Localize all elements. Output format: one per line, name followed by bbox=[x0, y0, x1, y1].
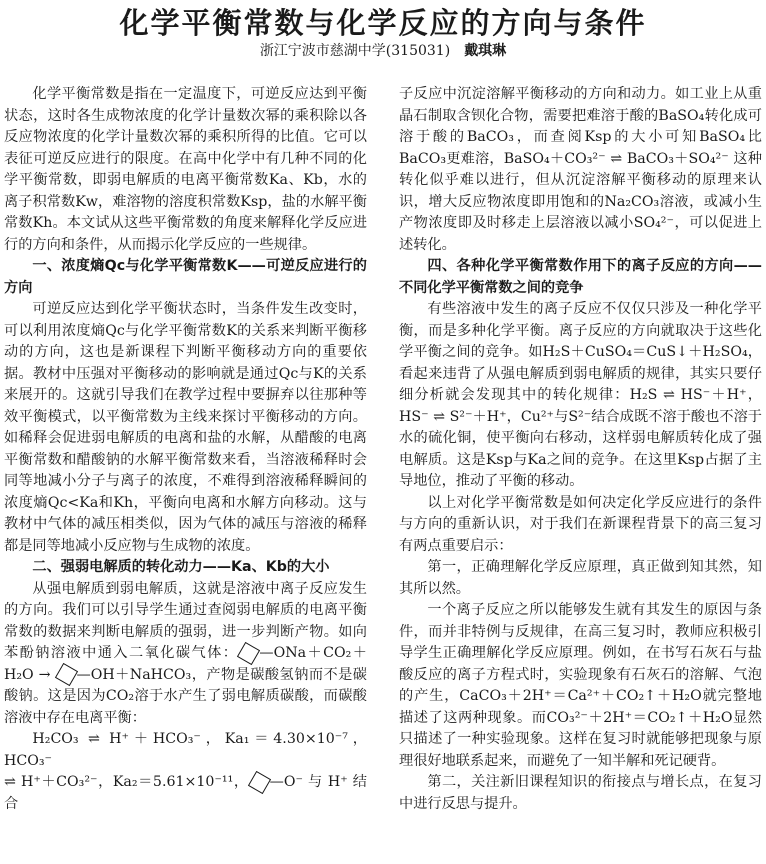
intro-paragraph: 化学平衡常数是指在一定温度下，可逆反应达到平衡状态，这时各生成物浓度的化学计量数次幂的乘积除以各反应物浓度的化学计量数次幂的乘积所得的比值。它可以表征可逆反应进行的限度。在高中化学中有几种不同的化学平衡常数，即弱电解质的电离平衡常数Ka、Kb，水的离子积常数Kw，难溶物的溶度积常数Ksp，盐的水解平衡常数Kh。本文试从这些平衡常数的角度来解释化学反应进行的方向和条件，从而揭示化学反应的一些规律。 bbox=[4, 86, 367, 253]
author-name: 戴琪琳 bbox=[464, 43, 507, 59]
section-3-continuation: 子反应中沉淀溶解平衡移动的方向和动力。如工业上从重晶石制取含钡化合物，需要把难溶于酸的BaSO₄转化成可溶于酸的BaCO₃，而查阅Ksp的大小可知BaSO₄比BaCO₃更难溶，BaSO₄＋CO₃²⁻ ⇌ BaCO₃＋SO₄²⁻ 这种转化似乎难以进行，但从沉淀溶解平衡移动的原理来认识，增大反应物浓度即用饱和的Na₂CO₃溶液，或减小生产物浓度即及时移走上层溶液以减小SO₄²⁻，可以促进上述转化。 bbox=[399, 86, 762, 253]
section-heading-4: 四、各种化学平衡常数作用下的离子反应的方向——不同化学平衡常数之间的竞争 bbox=[399, 258, 762, 296]
section-2-text-c: —OH＋NaHCO₃，产物是碳酸氢钠而不是碳酸钠。这是因为CO₂溶于水产生了弱电解质碳酸，而碳酸溶液中存在电离平衡： bbox=[4, 666, 367, 726]
right-column bbox=[399, 84, 762, 815]
byline bbox=[0, 42, 766, 60]
benzene-ring-icon bbox=[248, 770, 271, 793]
insight-one-detail: 一个离子反应之所以能够发生就有其发生的原因与条件，而并非特例与反规律，在高三复习时，教师应积极引导学生正确理解化学反应原理。例如，在书写石灰石与盐酸反应的离子方程式时，实验现象有石灰石的溶解、气泡的产生，CaCO₃＋2H⁺＝Ca²⁺＋CO₂↑＋H₂O就完整地描述了这两种现象。而CO₃²⁻＋2H⁺＝CO₂↑＋H₂O显然只描述了一种实验现象。这样在复习时就能够把现象与原理很好地联系起来，而避免了一知半解和死记硬背。 bbox=[399, 602, 762, 769]
article-title: 化学平衡常数与化学反应的方向与条件 bbox=[119, 6, 647, 40]
section-heading-1: 一、浓度熵Qc与化学平衡常数K——可逆反应进行的方向 bbox=[4, 258, 367, 296]
section-2-text-a: 从强电解质到弱电解质，这就是溶液中离子反应发生的方向。我们可以引导学生通过查阅弱电解质的电离平衡常数的数据来判断电解质的强弱，进一步判断产物。如向苯酚钠溶液中通入二氧化碳气体： bbox=[4, 580, 367, 661]
insight-one: 第一，正确理解化学反应原理，真正做到知其然，知其所以然。 bbox=[399, 559, 762, 597]
equation-line-1: H₂CO₃ ⇌ H⁺＋HCO₃⁻，Ka₁＝4.30×10⁻⁷，HCO₃⁻ bbox=[4, 731, 367, 769]
left-column bbox=[4, 84, 367, 815]
insight-two: 第二，关注新旧课程知识的衔接点与增长点，在复习中进行反思与提升。 bbox=[399, 774, 762, 812]
section-heading-2: 二、强弱电解质的转化动力——Ka、Kb的大小 bbox=[32, 559, 330, 575]
benzene-ring-icon bbox=[237, 641, 260, 664]
equation-line-2 bbox=[4, 772, 367, 815]
section-4-paragraph: 有些溶液中发生的离子反应不仅仅只涉及一种化学平衡，而是多种化学平衡。离子反应的方向就取决于这些化学平衡之间的竞争。如H₂S＋CuSO₄＝CuS↓＋H₂SO₄，看起来违背了从强电解质到弱电解质的规律，其实只要仔细分析就会发现其中的转化规律：H₂S ⇌ HS⁻＋H⁺，HS⁻ ⇌ S²⁻＋H⁺，Cu²⁺与S²⁻结合成既不溶于酸也不溶于水的硫化铜，使平衡向右移动，这样弱电解质转化成了强电解质。这是Ksp与Ka之间的竞争。在这里Ksp占据了主导地位，推动了平衡的移动。 bbox=[399, 301, 762, 489]
equation-line-2-tail: —O⁻ 与 H⁺ 结合 bbox=[4, 774, 367, 812]
equation-line-2-text: ⇌ H⁺＋CO₃²⁻，Ka₂＝5.61×10⁻¹¹， bbox=[4, 774, 249, 790]
affiliation: 浙江宁波市慈湖中学(315031) bbox=[259, 43, 451, 59]
section-2-paragraph bbox=[4, 579, 367, 730]
section-2-text-b: —ONa＋CO₂＋H₂O → bbox=[4, 645, 367, 683]
conclusion-paragraph: 以上对化学平衡常数是如何决定化学反应进行的条件与方向的重新认识，对于我们在新课程背景下的高三复习有两点重要启示： bbox=[399, 494, 762, 554]
section-1-paragraph: 可逆反应达到化学平衡状态时，当条件发生改变时，可以利用浓度熵Qc与化学平衡常数K的关系来判断平衡移动的方向，这也是新课程下判断平衡移动方向的重要依据。教材中压强对平衡移动的影响就是通过Qc与K的关系来展开的。这就引导我们在教学过程中要摒弃以往那种等效平衡模式，以平衡常数为主线来探讨平衡移动的方向。如稀释会促进弱电解质的电离和盐的水解，从醋酸的电离平衡常数和醋酸钠的水解平衡常数来看，当溶液稀释时会同等地减小分子与离子的浓度，不难得到溶液稀释瞬间的浓度熵Qc<Ka和Kh，平衡向电离和水解方向移动。这与教材中气体的减压相类似，因为气体的减压与溶液的稀释都是同等地减小反应物与生成物的浓度。 bbox=[4, 301, 367, 554]
benzene-ring-icon bbox=[54, 663, 77, 686]
